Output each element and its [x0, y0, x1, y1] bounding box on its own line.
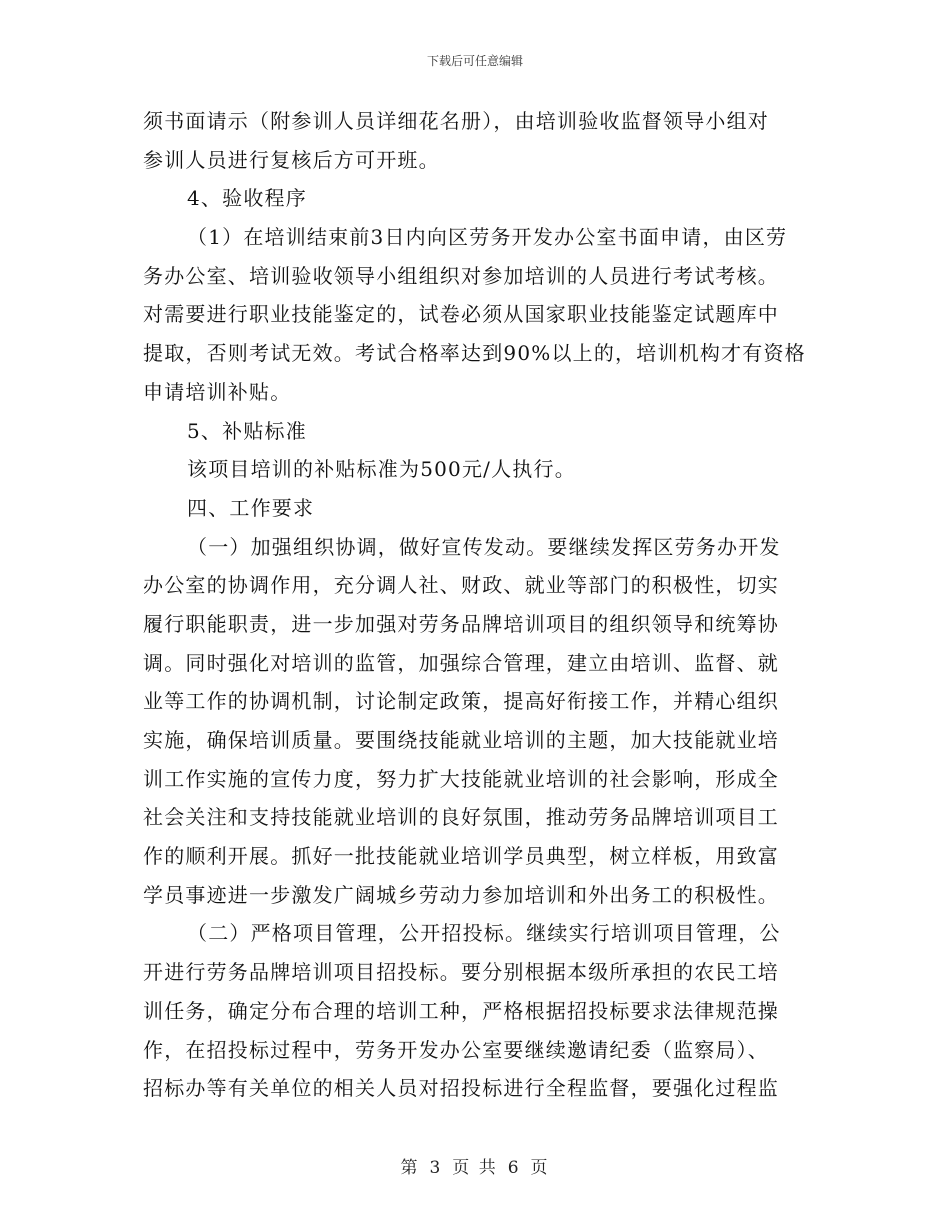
text-line: 参训人员进行复核后方可开班。	[143, 147, 440, 172]
text-line: 办公室的协调作用，充分调人社、财政、就业等部门的积极性，切实	[143, 573, 779, 598]
document-body	[143, 102, 823, 1108]
page-footer	[0, 1153, 950, 1178]
text-line: （一）加强组织协调，做好宣传发动。要继续发挥区劳务办开发	[187, 534, 781, 559]
footer-mid: 页 共	[452, 1158, 498, 1178]
text-line: 招标办等有关单位的相关人员对招投标进行全程监督，要强化过程监	[143, 1076, 779, 1101]
text-line: 务办公室、培训验收领导小组组织对参加培训的人员进行考试考核。	[143, 263, 779, 288]
text-line: 4、验收程序	[187, 186, 307, 211]
text-line: 履行职能职责，进一步加强对劳务品牌培训项目的组织领导和统筹协	[143, 611, 779, 636]
text-line: 作，在招投标过程中，劳务开发办公室要继续邀请纪委（监察局）、	[143, 1037, 769, 1062]
page-header: 下载后可任意编辑	[426, 54, 523, 68]
text-line: 申请培训补贴。	[143, 379, 292, 404]
text-line: 实施，确保培训质量。要围绕技能就业培训的主题，加大技能就业培	[143, 728, 779, 752]
footer-page-number: 3	[429, 1158, 443, 1178]
text-line: 训工作实施的宣传力度，努力扩大技能就业培训的社会影响，形成全	[143, 766, 779, 791]
footer-total-pages: 6	[507, 1158, 521, 1178]
footer-suffix: 页	[530, 1158, 550, 1178]
text-line: 业等工作的协调机制，讨论制定政策，提高好衔接工作，并精心组织	[143, 689, 779, 714]
text-line: （1）在培训结束前3日内向区劳务开发办公室书面申请，由区劳	[187, 225, 788, 250]
text-line: 提取，否则考试无效。考试合格率达到90%以上的，培训机构才有资格	[143, 341, 806, 366]
text-line: 该项目培训的补贴标准为500元/人执行。	[187, 457, 576, 482]
text-line: 对需要进行职业技能鉴定的，试卷必须从国家职业技能鉴定试题库中	[143, 302, 779, 327]
text-line: 调。同时强化对培训的监管，加强综合管理，建立由培训、监督、就	[143, 650, 779, 675]
text-line: 四、工作要求	[187, 495, 315, 520]
text-line: 开进行劳务品牌培训项目招投标。要分别根据本级所承担的农民工培	[143, 960, 779, 985]
text-line: （二）严格项目管理，公开招投标。继续实行培训项目管理，公	[187, 921, 781, 946]
text-line: 学员事迹进一步激发广阔城乡劳动力参加培训和外出务工的积极性。	[143, 882, 779, 907]
text-line: 作的顺利开展。抓好一批技能就业培训学员典型，树立样板，用致富	[143, 844, 779, 869]
text-line: 社会关注和支持技能就业培训的良好氛围，推动劳务品牌培训项目工	[143, 805, 779, 830]
footer-prefix: 第	[400, 1158, 420, 1178]
text-line: 5、补贴标准	[187, 418, 307, 443]
text-line: 训任务，确定分布合理的培训工种，严格根据招投标要求法律规范操	[143, 998, 779, 1023]
text-line: 须书面请示（附参训人员详细花名册），由培训验收监督领导小组对	[143, 109, 769, 133]
